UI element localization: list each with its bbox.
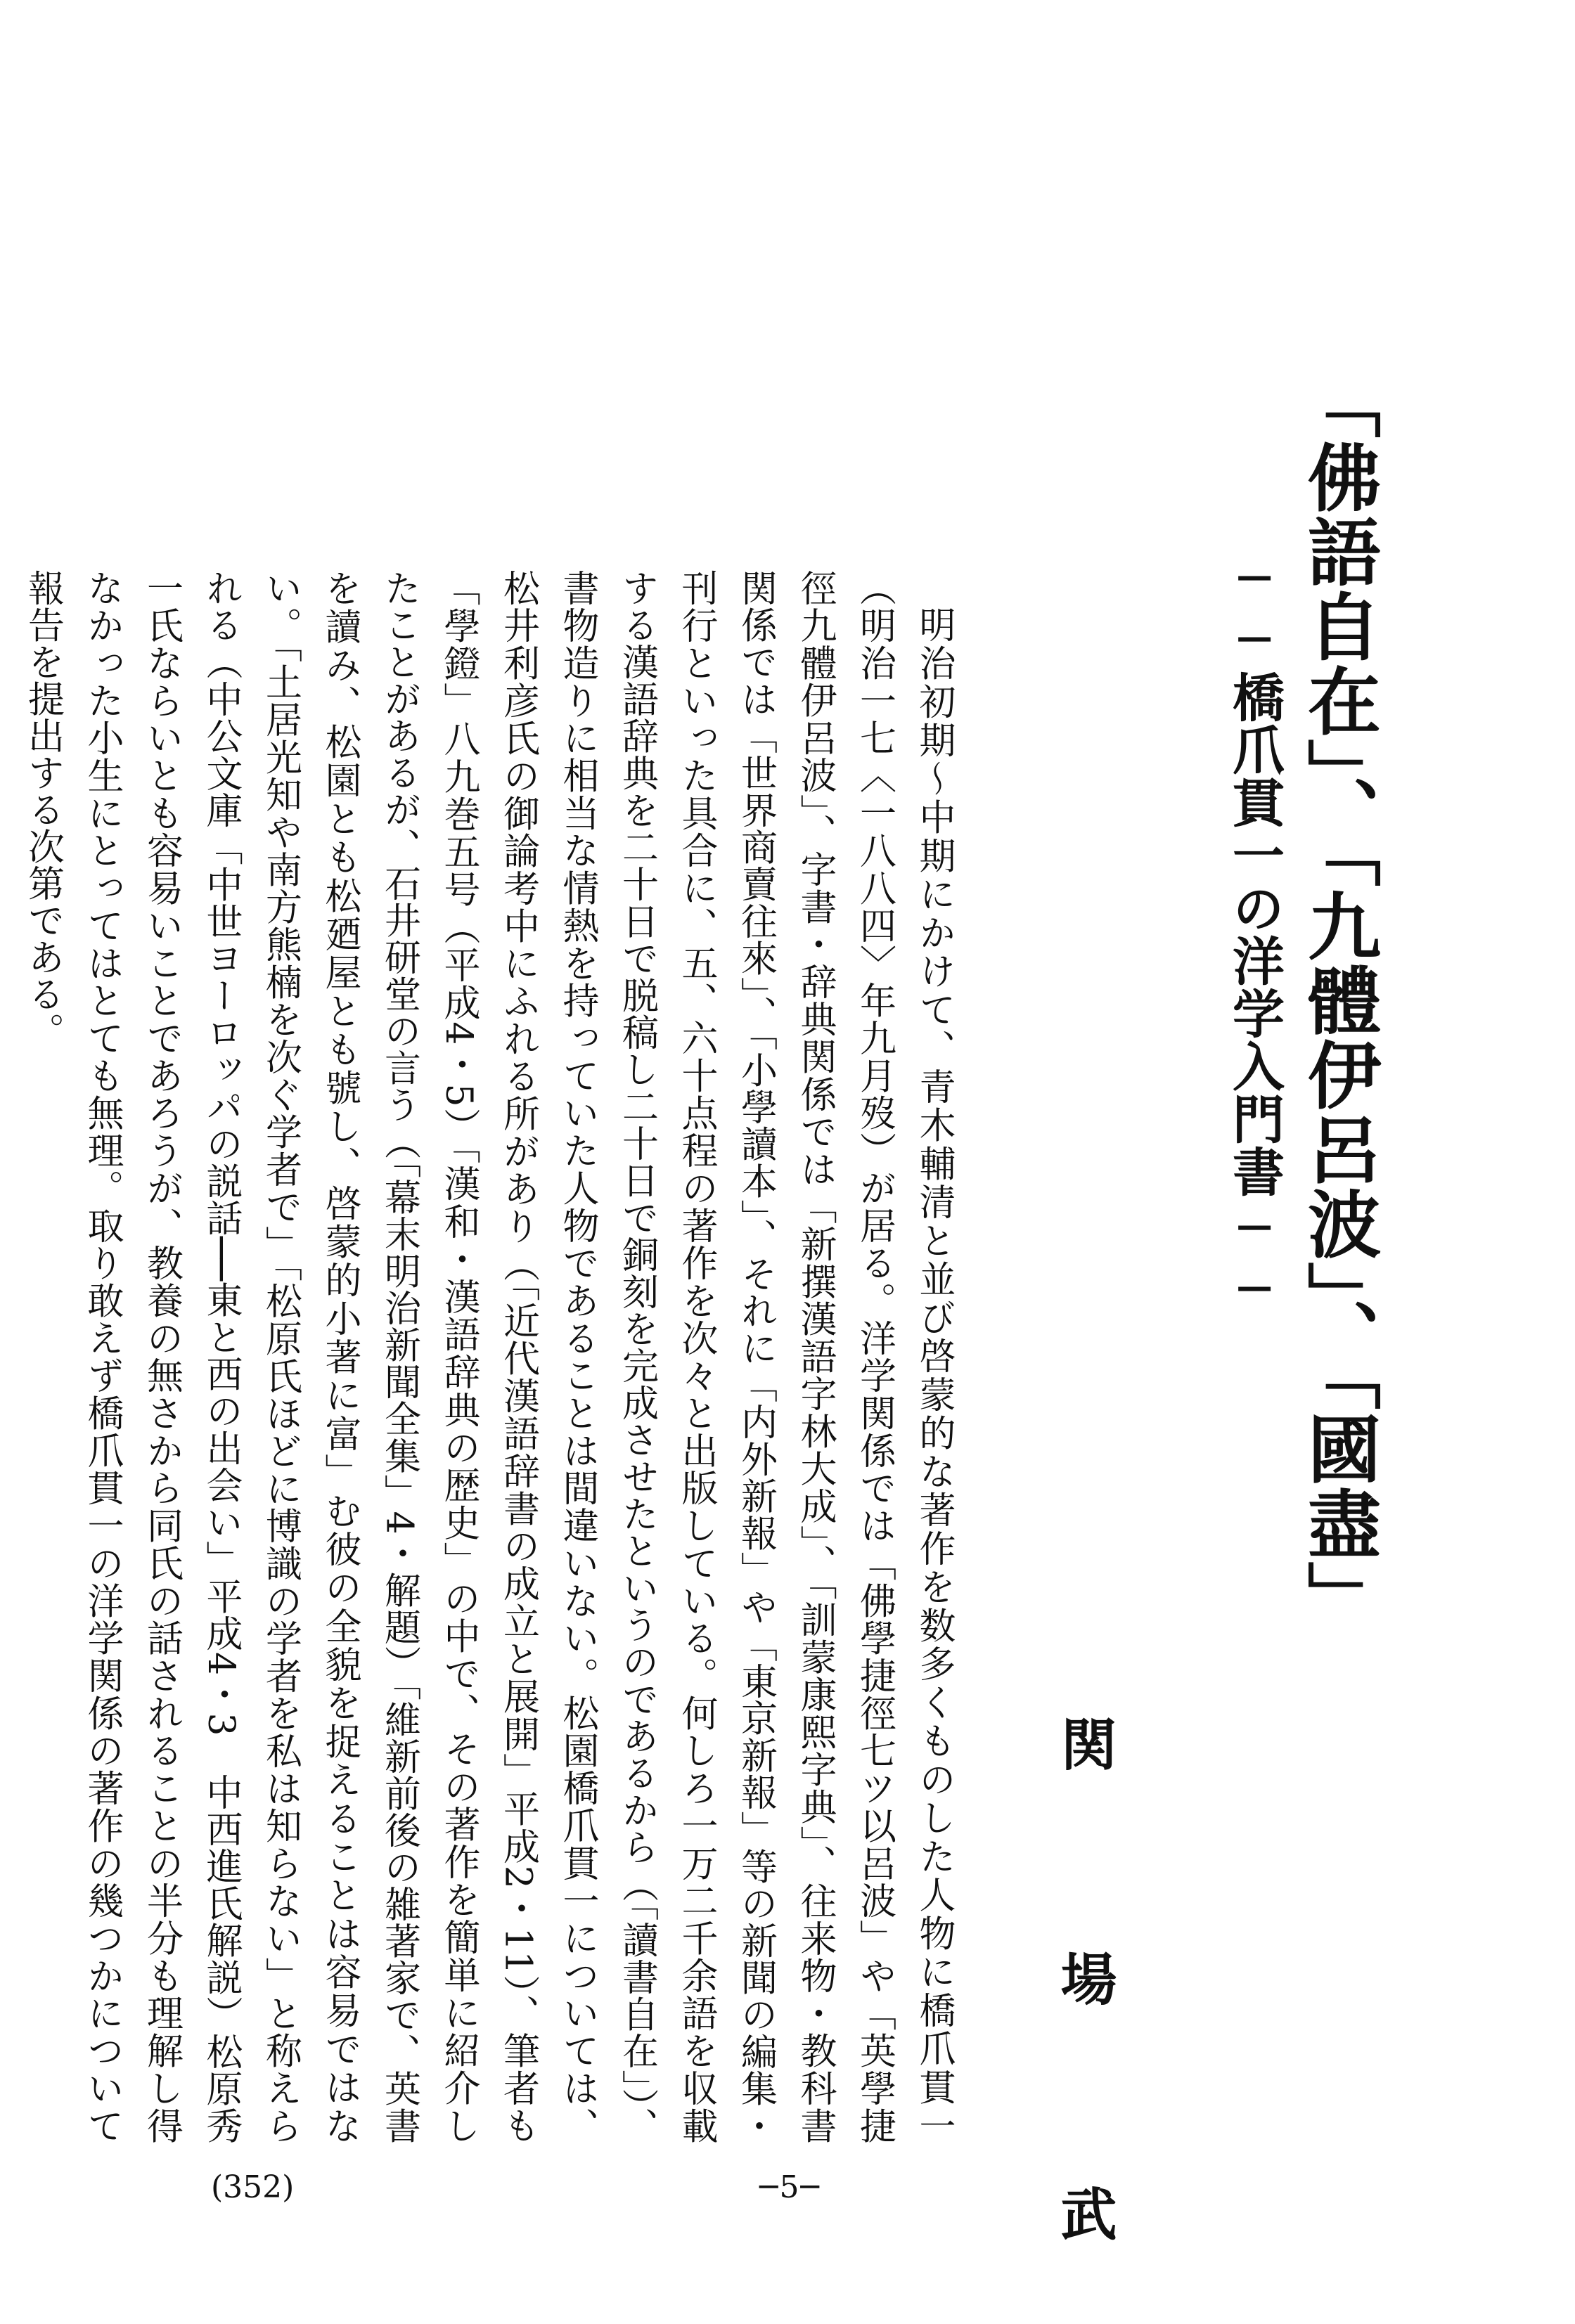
page-number: ─5─ [759, 2169, 821, 2205]
body-text [13, 569, 963, 2144]
article-title: 「佛語自在」、「九體伊呂波」、「國盡」 [1295, 366, 1382, 1635]
body-paragraph: 明治初期～中期にかけて、青木輔清と並び啓蒙的な著作を数多くものした人物に橋爪貫一（明治一七〈一八八四〉年九月歿）が居る。洋学関係では「佛學捷徑七ツ以呂波」や「英學捷徑九體伊呂波」、字書・辞典関係では「新撰漢語字林大成」、「訓蒙康熙字典」、往来物・教科書関係では「世界商賣往來」、「小學讀本」、それに「内外新報」や「東京新報」等の新聞の編集・刊行といった具合に、五、六十点程の著作を次々と出版している。何しろ一万二千余語を収載する漢語辞典を二十日で脱稿し二十日で銅刻を完成させたというのであるから（「讀書自在」）、書物造りに相当な情熱を持っていた人物であることは間違いない。松園橋爪貫一については、松井利彦氏の御論考中にふれる所があり（「近代漢語辞書の成立と展開」平成2・11）、筆者も「學鐙」八九巻五号（平成4・5）「漢和・漢語辞典の歴史」の中で、その著作を簡単に紹介したことがあるが、石井研堂の言う（「幕末明治新聞全集」4・解題）「維新前後の雑著家で、英書を讀み、松園とも松廼屋とも號し、啓蒙的小著に富」む彼の全貌を捉えることは容易ではない。「土居光知や南方熊楠を次ぐ学者で」「松原氏ほどに博識の学者を私は知らない」と称えられる（中公文庫「中世ヨーロッパの説話──東と西の出会い」平成4・3 中西進氏解説）松原秀一氏ならいとも容易いことであろうが、教養の無さから同氏の話されることの半分も理解し得なかった小生にとってはとても無理。取り敢えず橋爪貫一の洋学関係の著作の幾つかについて報告を提出する次第である。 [21, 569, 955, 2145]
issue-number: (352) [211, 2169, 295, 2205]
author-name: 関 場 武 [1051, 1715, 1117, 2297]
article-subtitle: ──橋爪貫一の洋学入門書── [1224, 548, 1285, 1320]
